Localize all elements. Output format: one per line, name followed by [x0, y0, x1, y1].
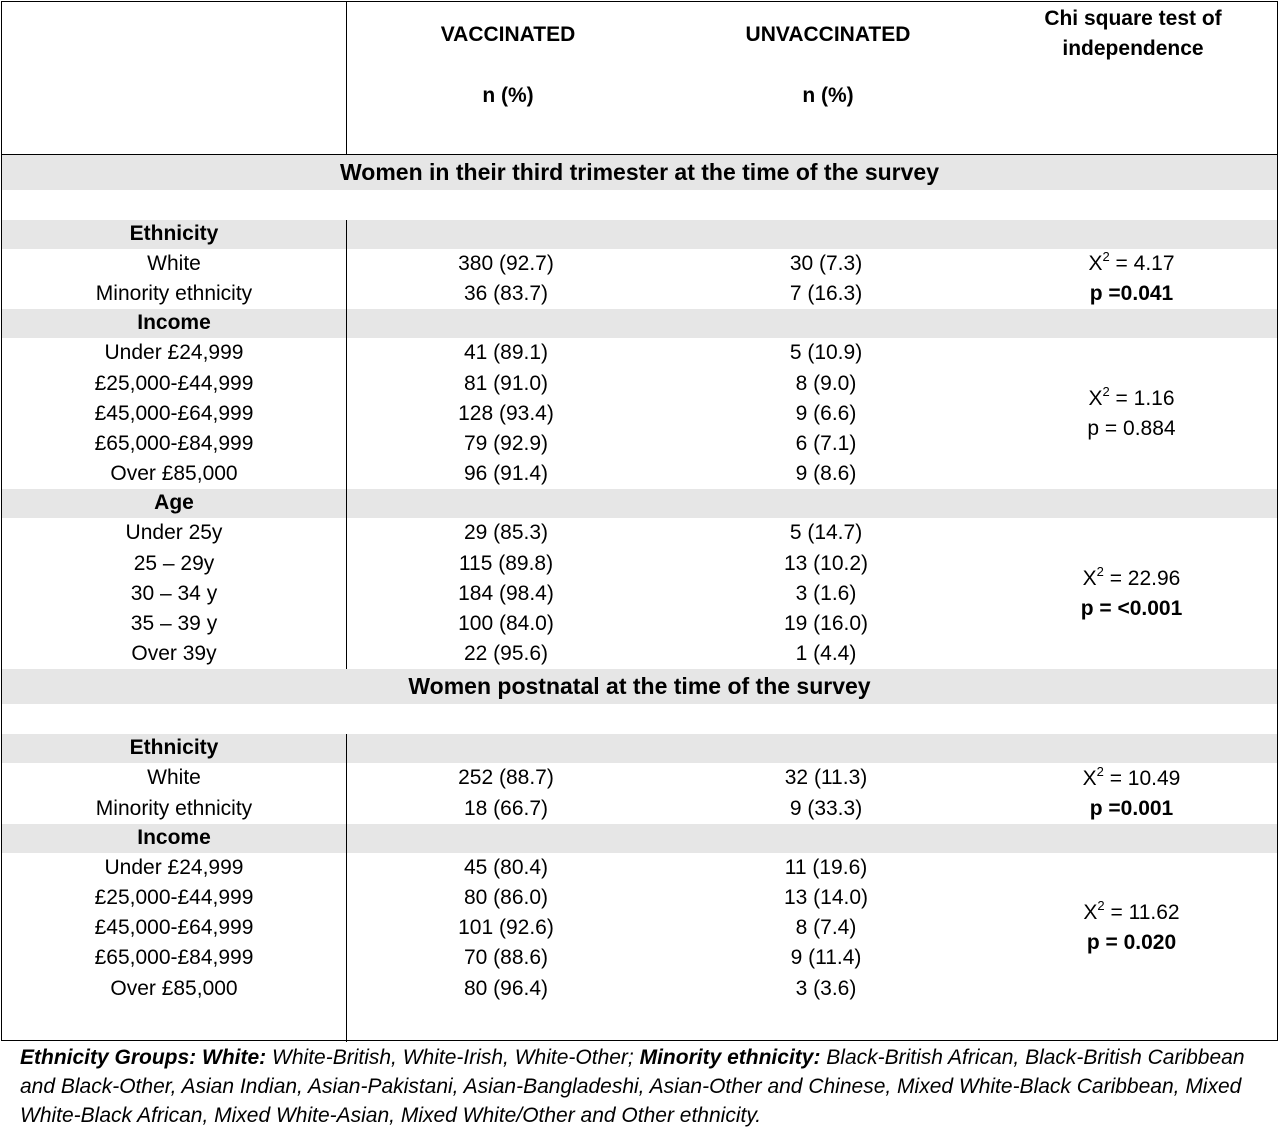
header-col-divider [346, 2, 347, 154]
chi-square-value [986, 564, 1277, 594]
unvaccinated-value: 9 (33.3) [789, 796, 863, 820]
vaccinated-value: 70 (88.6) [463, 946, 549, 970]
row-label: 30 – 34 y [130, 581, 218, 605]
chi-superscript: 2 [1102, 383, 1110, 399]
results-table [1, 1, 1278, 1041]
row-label: 35 – 39 y [130, 612, 218, 635]
chi-square-value [986, 898, 1277, 928]
p-value: p =0.041 [1089, 282, 1174, 306]
vaccinated-value: 252 (88.7) [458, 766, 554, 790]
unvaccinated-value: 32 (11.3) [784, 766, 868, 790]
header-vaccinated-n: n (%) [482, 84, 534, 107]
vaccinated-value: 380 (92.7) [458, 252, 554, 275]
row-label: £45,000-£64,999 [94, 401, 254, 425]
group-label: Income [137, 311, 211, 335]
vaccinated-value: 22 (95.6) [463, 642, 549, 666]
footnote [20, 1043, 1265, 1130]
vaccinated-value: 101 (92.6) [458, 916, 554, 940]
chi-square-value [986, 384, 1277, 414]
chi-number: = 1.16 [1109, 386, 1175, 410]
unvaccinated-value: 8 (7.4) [795, 916, 857, 940]
unvaccinated-value: 9 (8.6) [795, 462, 857, 486]
row-label: £45,000-£64,999 [94, 916, 254, 940]
chi-symbol: X [1088, 386, 1103, 410]
row-label: £65,000-£84,999 [94, 432, 254, 455]
vaccinated-value: 79 (92.9) [463, 432, 549, 455]
footnote-white-label: White: [202, 1046, 267, 1069]
vaccinated-value: 184 (98.4) [458, 581, 554, 605]
vaccinated-value: 100 (84.0) [458, 612, 554, 635]
chi-superscript: 2 [1096, 763, 1104, 779]
p-value: p = <0.001 [1080, 596, 1183, 620]
unvaccinated-value: 30 (7.3) [789, 252, 863, 275]
section-col-divider [346, 734, 347, 1003]
chi-number: = 11.62 [1104, 901, 1180, 925]
p-value: p = 0.884 [1087, 416, 1176, 440]
row-label: Over £85,000 [110, 462, 238, 486]
chi-symbol: X [1082, 566, 1097, 590]
chi-superscript: 2 [1097, 898, 1105, 914]
header-vaccinated: VACCINATED [440, 23, 576, 46]
header-chi-line2: independence [1062, 37, 1204, 60]
chi-symbol: X [1088, 252, 1103, 276]
vaccinated-value: 128 (93.4) [458, 401, 554, 425]
vaccinated-value: 96 (91.4) [463, 462, 549, 486]
vaccinated-value: 18 (66.7) [463, 796, 549, 820]
unvaccinated-value: 13 (14.0) [783, 886, 869, 909]
chi-symbol: X [1083, 901, 1098, 925]
row-label: White [147, 766, 201, 790]
section-col-divider [346, 220, 347, 669]
header-unvaccinated: UNVACCINATED [745, 23, 911, 46]
row-label: White [147, 252, 201, 275]
chi-number: = 22.96 [1103, 566, 1181, 590]
footnote-groups-label: Ethnicity Groups: [20, 1046, 197, 1069]
vaccinated-value: 81 (91.0) [463, 371, 549, 395]
unvaccinated-value: 9 (6.6) [795, 401, 857, 425]
row-label: £25,000-£44,999 [94, 886, 254, 909]
unvaccinated-value: 3 (3.6) [795, 976, 857, 1000]
chi-superscript: 2 [1102, 249, 1110, 265]
unvaccinated-value: 13 (10.2) [783, 551, 869, 575]
unvaccinated-value: 8 (9.0) [795, 371, 857, 395]
footnote-white-text: White-British, White-Irish, White-Other; [272, 1046, 634, 1069]
row-label: Minority ethnicity [95, 796, 253, 820]
group-label: Ethnicity [129, 736, 219, 760]
row-label: £65,000-£84,999 [94, 946, 254, 970]
chi-number: = 4.17 [1109, 252, 1175, 276]
vaccinated-value: 29 (85.3) [463, 521, 549, 545]
chi-superscript: 2 [1096, 563, 1104, 579]
row-label: Under £24,999 [104, 855, 244, 879]
vaccinated-value: 45 (80.4) [463, 855, 549, 879]
footnote-minority-label: Minority ethnicity: [639, 1046, 821, 1069]
header-unvaccinated-n: n (%) [802, 84, 854, 107]
row-label: Over £85,000 [110, 976, 238, 1000]
row-label: 25 – 29y [133, 551, 215, 575]
group-label: Age [154, 491, 194, 515]
row-label: £25,000-£44,999 [94, 371, 254, 395]
row-label: Over 39y [131, 642, 217, 666]
group-label: Income [137, 825, 211, 849]
unvaccinated-value: 5 (10.9) [789, 341, 863, 365]
row-label: Under 25y [125, 521, 223, 545]
section-title: Women postnatal at the time of the survey [408, 673, 871, 700]
chi-number: = 10.49 [1103, 766, 1181, 790]
unvaccinated-value: 3 (1.6) [795, 581, 857, 605]
chi-square-value [986, 249, 1277, 279]
section-title: Women in their third trimester at the time of the survey [340, 159, 939, 185]
unvaccinated-value: 1 (4.4) [795, 642, 857, 666]
unvaccinated-value: 19 (16.0) [783, 612, 869, 635]
header-chi-line1: Chi square test of [1044, 7, 1222, 30]
vaccinated-value: 80 (96.4) [463, 976, 549, 1000]
chi-symbol: X [1082, 766, 1097, 790]
vaccinated-value: 80 (86.0) [463, 886, 549, 909]
unvaccinated-value: 7 (16.3) [789, 282, 863, 306]
bottom-col-divider [346, 1004, 347, 1042]
vaccinated-value: 41 (89.1) [463, 341, 549, 365]
vaccinated-value: 36 (83.7) [463, 282, 549, 306]
row-label: Minority ethnicity [95, 282, 253, 306]
group-label: Ethnicity [129, 222, 219, 245]
p-value: p = 0.020 [1086, 931, 1177, 955]
unvaccinated-value: 5 (14.7) [789, 521, 863, 545]
unvaccinated-value: 11 (19.6) [784, 855, 868, 879]
p-value: p =0.001 [1089, 796, 1174, 820]
unvaccinated-value: 9 (11.4) [790, 946, 862, 970]
chi-square-value [986, 764, 1277, 794]
vaccinated-value: 115 (89.8) [458, 551, 554, 575]
unvaccinated-value: 6 (7.1) [795, 432, 857, 455]
row-label: Under £24,999 [104, 341, 244, 365]
footnote-minority-text: Black-British African, Black-British Caribbean and Black-Other, Asian Indian, Asian-Pakistani, Asian-Bangladeshi, Asian-Other and Chinese, Mixed White-Black Caribbean, Mixed White-Black African, Mixed White-Asian, Mixed White/Other and Other ethnicity. [20, 1046, 1245, 1127]
